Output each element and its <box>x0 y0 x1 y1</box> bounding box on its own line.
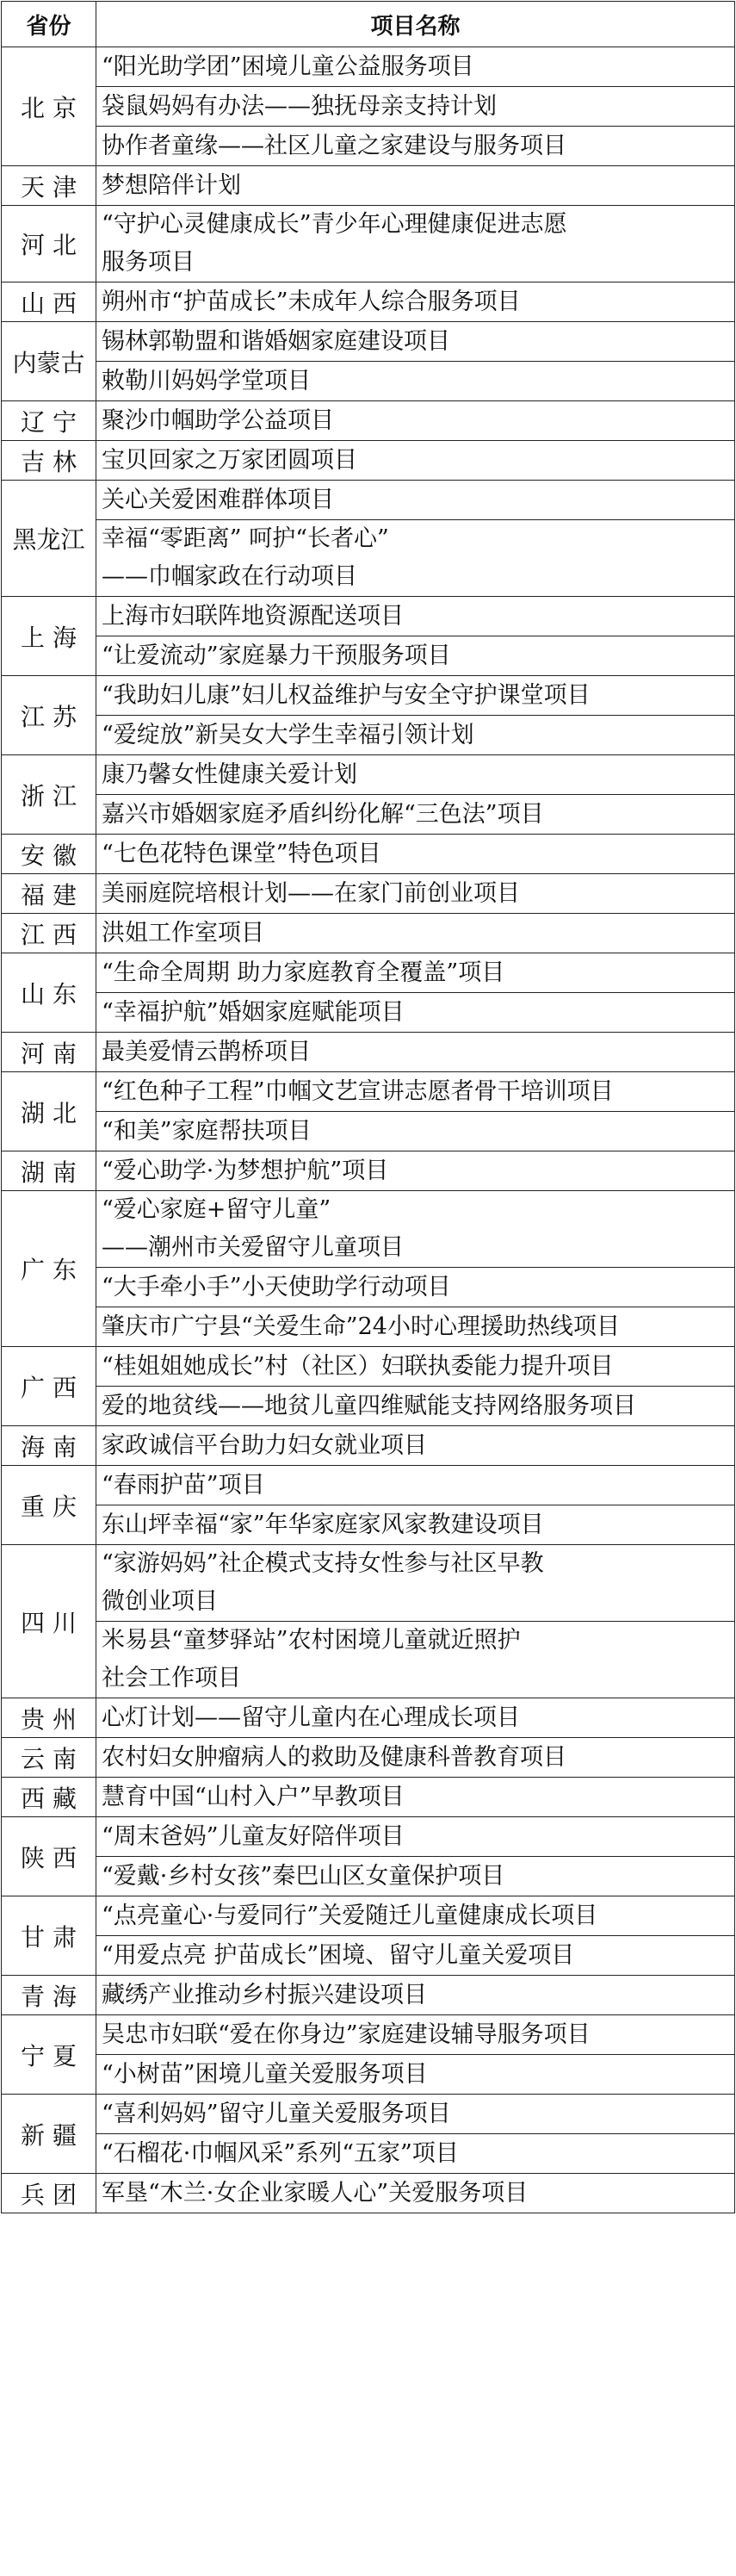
table-row <box>2 1505 735 1545</box>
project-cell <box>96 441 735 481</box>
project-cell <box>96 2055 735 2095</box>
project-name-line: “七色花特色课堂”特色项目 <box>102 841 381 867</box>
table-row <box>2 441 735 481</box>
project-name-line: 关心关爱困难群体项目 <box>102 487 334 513</box>
project-cell <box>96 87 735 127</box>
project-name-line: “小树苗”困境儿童关爱服务项目 <box>102 2061 428 2088</box>
province-cell: 兵 团 <box>2 2174 96 2213</box>
project-name-line: 敕勒川妈妈学堂项目 <box>102 368 311 394</box>
table-row <box>2 914 735 953</box>
project-name-line: 袋鼠妈妈有办法——独抚母亲支持计划 <box>102 93 497 120</box>
project-name-line: 协作者童缘——社区儿童之家建设与服务项目 <box>102 133 566 159</box>
province-cell: 海 南 <box>2 1426 96 1466</box>
province-cell: 北 京 <box>2 47 96 166</box>
project-name-line: “家游妈妈”社企模式支持女性参与社区早教 <box>102 1550 544 1577</box>
project-name-line: 梦想陪伴计划 <box>102 172 241 199</box>
table-row <box>2 1307 735 1347</box>
project-name-line: 米易县“童梦驿站”农村困境儿童就近照护 <box>102 1627 521 1654</box>
table-row <box>2 1976 735 2015</box>
table-row <box>2 953 735 993</box>
table-row <box>2 166 735 206</box>
table-row <box>2 520 735 597</box>
project-cell <box>96 1738 735 1778</box>
project-cell <box>96 1268 735 1307</box>
project-cell <box>96 676 735 716</box>
project-name-line: “幸福护航”婚姻家庭赋能项目 <box>102 999 405 1026</box>
project-cell <box>96 47 735 87</box>
table-row <box>2 1778 735 1817</box>
project-cell <box>96 362 735 401</box>
project-cell <box>96 914 735 953</box>
project-cell <box>96 520 735 597</box>
project-cell <box>96 1033 735 1072</box>
project-name-line: 锡林郭勒盟和谐婚姻家庭建设项目 <box>102 328 450 355</box>
province-cell: 福 建 <box>2 874 96 914</box>
project-cell <box>96 1857 735 1896</box>
project-name-line: “喜利妈妈”留守儿童关爱服务项目 <box>102 2101 451 2127</box>
project-cell <box>96 874 735 914</box>
table-row <box>2 282 735 322</box>
project-name-line: 社会工作项目 <box>102 1665 241 1691</box>
project-cell <box>96 1505 735 1545</box>
table-row <box>2 322 735 362</box>
table-row <box>2 2134 735 2174</box>
table-row <box>2 1347 735 1387</box>
province-cell: 西 藏 <box>2 1778 96 1817</box>
project-cell <box>96 1112 735 1151</box>
project-name-line: “桂姐姐她成长”村（社区）妇联执委能力提升项目 <box>102 1353 614 1380</box>
table-row <box>2 1698 735 1738</box>
project-name-line: “爱心家庭+留守儿童” <box>102 1196 331 1223</box>
project-cell <box>96 1191 735 1268</box>
table-body <box>2 47 735 2213</box>
project-name-line: 慧育中国“山村入户”早教项目 <box>102 1784 405 1810</box>
project-name-line: “爱心助学·为梦想护航”项目 <box>102 1158 389 1184</box>
project-name-line: “爱绽放”新吴女大学生幸福引领计划 <box>102 722 474 748</box>
project-cell <box>96 2095 735 2134</box>
province-cell: 天 津 <box>2 166 96 206</box>
project-cell <box>96 597 735 636</box>
province-cell: 贵 州 <box>2 1698 96 1738</box>
table-row <box>2 87 735 127</box>
table-row <box>2 1936 735 1976</box>
table-row <box>2 2015 735 2055</box>
project-cell <box>96 322 735 362</box>
project-name-line: “守护心灵健康成长”青少年心理健康促进志愿 <box>102 211 567 238</box>
province-cell: 湖 北 <box>2 1072 96 1151</box>
project-cell <box>96 1778 735 1817</box>
project-name-line: 农村妇女肿瘤病人的救助及健康科普教育项目 <box>102 1744 566 1771</box>
table-row <box>2 1268 735 1307</box>
table-row <box>2 1545 735 1622</box>
province-cell: 浙 江 <box>2 755 96 835</box>
project-name-line: 心灯计划——留守儿童内在心理成长项目 <box>102 1704 520 1731</box>
province-cell: 广 东 <box>2 1191 96 1347</box>
table-row <box>2 597 735 636</box>
project-cell <box>96 1936 735 1976</box>
table-row <box>2 1426 735 1466</box>
province-cell: 广 西 <box>2 1347 96 1426</box>
table-row <box>2 755 735 795</box>
project-name-line: “点亮童心·与爱同行”关爱随迁儿童健康成长项目 <box>102 1903 598 1929</box>
province-cell: 河 南 <box>2 1033 96 1072</box>
province-cell: 上 海 <box>2 597 96 676</box>
table-row <box>2 1466 735 1505</box>
table-row <box>2 206 735 282</box>
project-name-line: “红色种子工程”巾帼文艺宣讲志愿者骨干培训项目 <box>102 1078 614 1105</box>
project-cell <box>96 481 735 520</box>
province-cell: 新 疆 <box>2 2095 96 2174</box>
table-row <box>2 1896 735 1936</box>
table-row <box>2 1817 735 1857</box>
province-cell: 山 东 <box>2 953 96 1033</box>
project-cell <box>96 127 735 166</box>
project-name-line: ——巾帼家政在行动项目 <box>102 563 357 590</box>
project-name-line: 家政诚信平台助力妇女就业项目 <box>102 1432 427 1459</box>
project-table <box>1 1 735 2213</box>
project-name-line: 微创业项目 <box>102 1588 218 1615</box>
province-cell: 四 川 <box>2 1545 96 1698</box>
project-cell <box>96 755 735 795</box>
project-name-line: 幸福“零距离” 呵护“长者心” <box>102 525 389 552</box>
province-cell: 陕 西 <box>2 1817 96 1896</box>
project-cell <box>96 1466 735 1505</box>
table-row <box>2 127 735 166</box>
header-project: 项目名称 <box>96 2 735 47</box>
project-name-line: 朔州市“护苗成长”未成年人综合服务项目 <box>102 289 521 315</box>
table-row <box>2 1191 735 1268</box>
project-name-line: “爱戴·乡村女孩”秦巴山区女童保护项目 <box>102 1863 505 1890</box>
table-row <box>2 636 735 676</box>
project-cell <box>96 206 735 282</box>
table-row <box>2 1033 735 1072</box>
project-name-line: “生命全周期 助力家庭教育全覆盖”项目 <box>102 959 505 986</box>
project-cell <box>96 1545 735 1622</box>
table-row <box>2 1151 735 1191</box>
project-name-line: “阳光助学团”困境儿童公益服务项目 <box>102 53 474 80</box>
project-cell <box>96 2015 735 2055</box>
table-row <box>2 1072 735 1112</box>
project-cell <box>96 401 735 441</box>
table-row <box>2 993 735 1033</box>
project-name-line: “石榴花·巾帼风采”系列“五家”项目 <box>102 2140 459 2167</box>
province-cell: 宁 夏 <box>2 2015 96 2095</box>
province-cell: 甘 肃 <box>2 1896 96 1976</box>
table-row <box>2 2174 735 2213</box>
project-cell <box>96 1896 735 1936</box>
project-cell <box>96 993 735 1033</box>
project-cell <box>96 835 735 874</box>
project-cell <box>96 166 735 206</box>
province-cell: 吉 林 <box>2 441 96 481</box>
table-row <box>2 1112 735 1151</box>
project-cell <box>96 795 735 835</box>
project-name-line: 吴忠市妇联“爱在你身边”家庭建设辅导服务项目 <box>102 2021 591 2048</box>
project-name-line: “和美”家庭帮扶项目 <box>102 1118 312 1145</box>
province-cell: 湖 南 <box>2 1151 96 1191</box>
table-row <box>2 716 735 755</box>
province-cell: 山 西 <box>2 282 96 322</box>
province-cell: 青 海 <box>2 1976 96 2015</box>
project-name-line: “我助妇儿康”妇儿权益维护与安全守护课堂项目 <box>102 682 591 709</box>
project-cell <box>96 1387 735 1426</box>
project-cell <box>96 636 735 676</box>
table-header-row <box>2 2 735 47</box>
project-cell <box>96 1698 735 1738</box>
project-name-line: “春雨护苗”项目 <box>102 1472 265 1499</box>
project-cell <box>96 282 735 322</box>
project-cell <box>96 1976 735 2015</box>
province-cell: 河 北 <box>2 206 96 282</box>
project-cell <box>96 1622 735 1698</box>
project-name-line: “大手牵小手”小天使助学行动项目 <box>102 1274 451 1300</box>
table-row <box>2 1622 735 1698</box>
table-row <box>2 676 735 716</box>
table-row <box>2 874 735 914</box>
project-name-line: “让爱流动”家庭暴力干预服务项目 <box>102 642 451 669</box>
table-row <box>2 1387 735 1426</box>
project-cell <box>96 1817 735 1857</box>
province-cell: 江 西 <box>2 914 96 953</box>
project-name-line: 东山坪幸福“家”年华家庭家风家教建设项目 <box>102 1511 544 1538</box>
province-cell: 内蒙古 <box>2 322 96 401</box>
table-row <box>2 47 735 87</box>
project-name-line: 上海市妇联阵地资源配送项目 <box>102 603 404 630</box>
table-row <box>2 362 735 401</box>
table-row <box>2 795 735 835</box>
table-row <box>2 835 735 874</box>
project-cell <box>96 1347 735 1387</box>
table-row <box>2 1857 735 1896</box>
project-name-line: 聚沙巾帼助学公益项目 <box>102 407 334 434</box>
project-name-line: 洪姐工作室项目 <box>102 920 264 947</box>
project-name-line: 美丽庭院培根计划——在家门前创业项目 <box>102 880 520 907</box>
province-cell: 重 庆 <box>2 1466 96 1545</box>
project-name-line: 康乃馨女性健康关爱计划 <box>102 761 357 788</box>
project-name-line: “周末爸妈”儿童友好陪伴项目 <box>102 1823 405 1850</box>
project-name-line: 宝贝回家之万家团圆项目 <box>102 447 357 474</box>
project-cell <box>96 1151 735 1191</box>
table-row <box>2 481 735 520</box>
province-cell: 黑龙江 <box>2 481 96 597</box>
table-row <box>2 401 735 441</box>
project-name-line: “用爱点亮 护苗成长”困境、留守儿童关爱项目 <box>102 1942 575 1969</box>
province-cell: 云 南 <box>2 1738 96 1778</box>
table-row <box>2 1738 735 1778</box>
project-cell <box>96 716 735 755</box>
project-name-line: 肇庆市广宁县“关爱生命”24小时心理援助热线项目 <box>102 1313 620 1340</box>
project-name-line: 嘉兴市婚姻家庭矛盾纠纷化解“三色法”项目 <box>102 801 544 828</box>
project-name-line: ——潮州市关爱留守儿童项目 <box>102 1234 404 1261</box>
project-cell <box>96 2134 735 2174</box>
project-cell <box>96 1307 735 1347</box>
project-cell <box>96 2174 735 2213</box>
header-province: 省份 <box>2 2 96 47</box>
project-cell <box>96 953 735 993</box>
project-cell <box>96 1072 735 1112</box>
project-name-line: 爱的地贫线——地贫儿童四维赋能支持网络服务项目 <box>102 1393 636 1419</box>
project-name-line: 藏绣产业推动乡村振兴建设项目 <box>102 1982 427 2008</box>
project-cell <box>96 1426 735 1466</box>
province-cell: 安 徽 <box>2 835 96 874</box>
table-row <box>2 2055 735 2095</box>
province-cell: 江 苏 <box>2 676 96 755</box>
table-row <box>2 2095 735 2134</box>
project-name-line: 最美爱情云鹊桥项目 <box>102 1039 311 1065</box>
province-cell: 辽 宁 <box>2 401 96 441</box>
project-name-line: 服务项目 <box>102 249 195 276</box>
project-name-line: 军垦“木兰·女企业家暖人心”关爱服务项目 <box>102 2180 529 2207</box>
